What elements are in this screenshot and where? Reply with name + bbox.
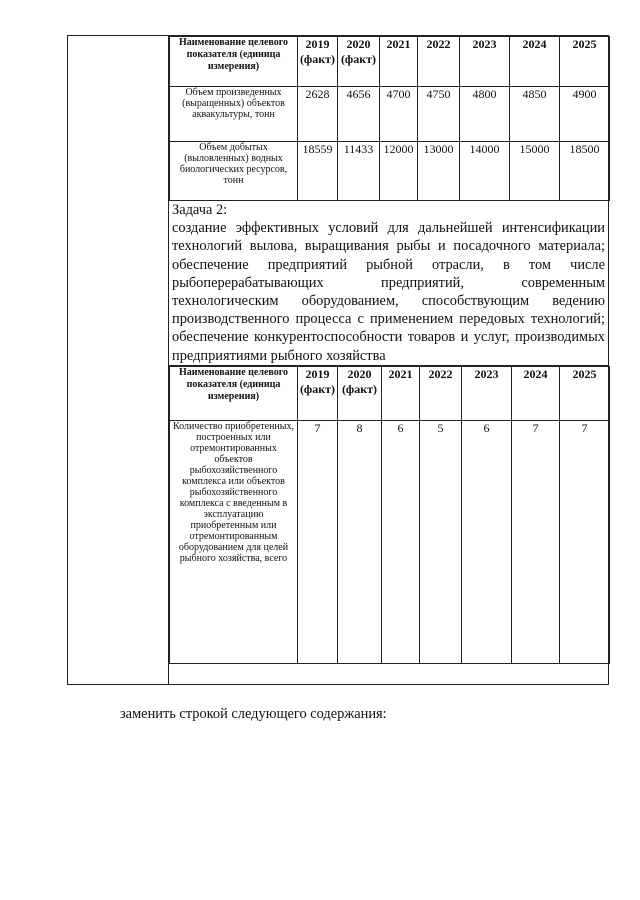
header-year: 2022	[418, 37, 460, 87]
bottom-row-divider	[169, 663, 609, 664]
row-value: 12000	[380, 142, 418, 201]
header-year: 2025	[560, 37, 610, 87]
table1-header-row	[170, 37, 610, 87]
header-year: 2021	[382, 367, 420, 421]
row-value: 6	[382, 421, 420, 664]
header-year: 2021	[380, 37, 418, 87]
header-year: 2023	[462, 367, 512, 421]
header-year: 2020 (факт)	[338, 37, 380, 87]
header-year: 2023	[460, 37, 510, 87]
task-2-text: создание эффективных условий для дальнейшей интенсификации технологий вылова, выращивания рыбы и посадочного материала; обеспечение предприятий рыбной отрасли, в том числе рыбоперерабатывающих предприятий, современным технологическим оборудованием, способствующим ведению производственного процесса с применением передовых технологий; обеспечение конкурентоспособности товаров и услуг, производимых предприятиями рыбного хозяйства	[172, 220, 605, 364]
row-value: 4800	[460, 87, 510, 142]
row-label: Объем добытых (выловленных) водных биологических ресурсов, тонн	[170, 142, 298, 201]
header-indicator-name: Наименование целевого показателя (единица измерения)	[170, 37, 298, 87]
table-row	[170, 421, 610, 664]
table-row	[170, 87, 610, 142]
row-value: 4850	[510, 87, 560, 142]
row-value: 15000	[510, 142, 560, 201]
row-value: 14000	[460, 142, 510, 201]
table-row	[170, 142, 610, 201]
header-year: 2024	[510, 37, 560, 87]
task-2-block	[169, 200, 609, 366]
row-value: 4750	[418, 87, 460, 142]
row-label: Количество приобретенных, построенных или отремонтированных объектов рыбохозяйственного комплекса или объектов рыбохозяйственного комплекса с введенным в эксплуатацию приобретенным или отремонтированным оборудованием для целей рыбного хозяйства, всего	[170, 421, 298, 664]
header-year: 2022	[420, 367, 462, 421]
header-year: 2024	[512, 367, 560, 421]
table2-header-row	[170, 367, 610, 421]
document-frame	[67, 35, 609, 685]
row-value: 11433	[338, 142, 380, 201]
row-value: 7	[512, 421, 560, 664]
row-value: 2628	[298, 87, 338, 142]
row-value: 7	[298, 421, 338, 664]
replace-instruction: заменить строкой следующего содержания:	[120, 706, 387, 722]
row-value: 5	[420, 421, 462, 664]
header-year: 2019 (факт)	[298, 37, 338, 87]
row-value: 18559	[298, 142, 338, 201]
row-label: Объем произведенных (выращенных) объектов аквакультуры, тонн	[170, 87, 298, 142]
header-year: 2025	[560, 367, 610, 421]
row-value: 4656	[338, 87, 380, 142]
header-year: 2020 (факт)	[338, 367, 382, 421]
header-year: 2019 (факт)	[298, 367, 338, 421]
header-indicator-name: Наименование целевого показателя (единица измерения)	[170, 367, 298, 421]
row-value: 13000	[418, 142, 460, 201]
indicator-table-1	[169, 36, 610, 201]
task-2-title: Задача 2:	[172, 202, 228, 218]
row-value: 18500	[560, 142, 610, 201]
row-value: 7	[560, 421, 610, 664]
row-value: 8	[338, 421, 382, 664]
row-value: 4900	[560, 87, 610, 142]
indicator-table-2	[169, 366, 610, 664]
row-value: 4700	[380, 87, 418, 142]
row-value: 6	[462, 421, 512, 664]
